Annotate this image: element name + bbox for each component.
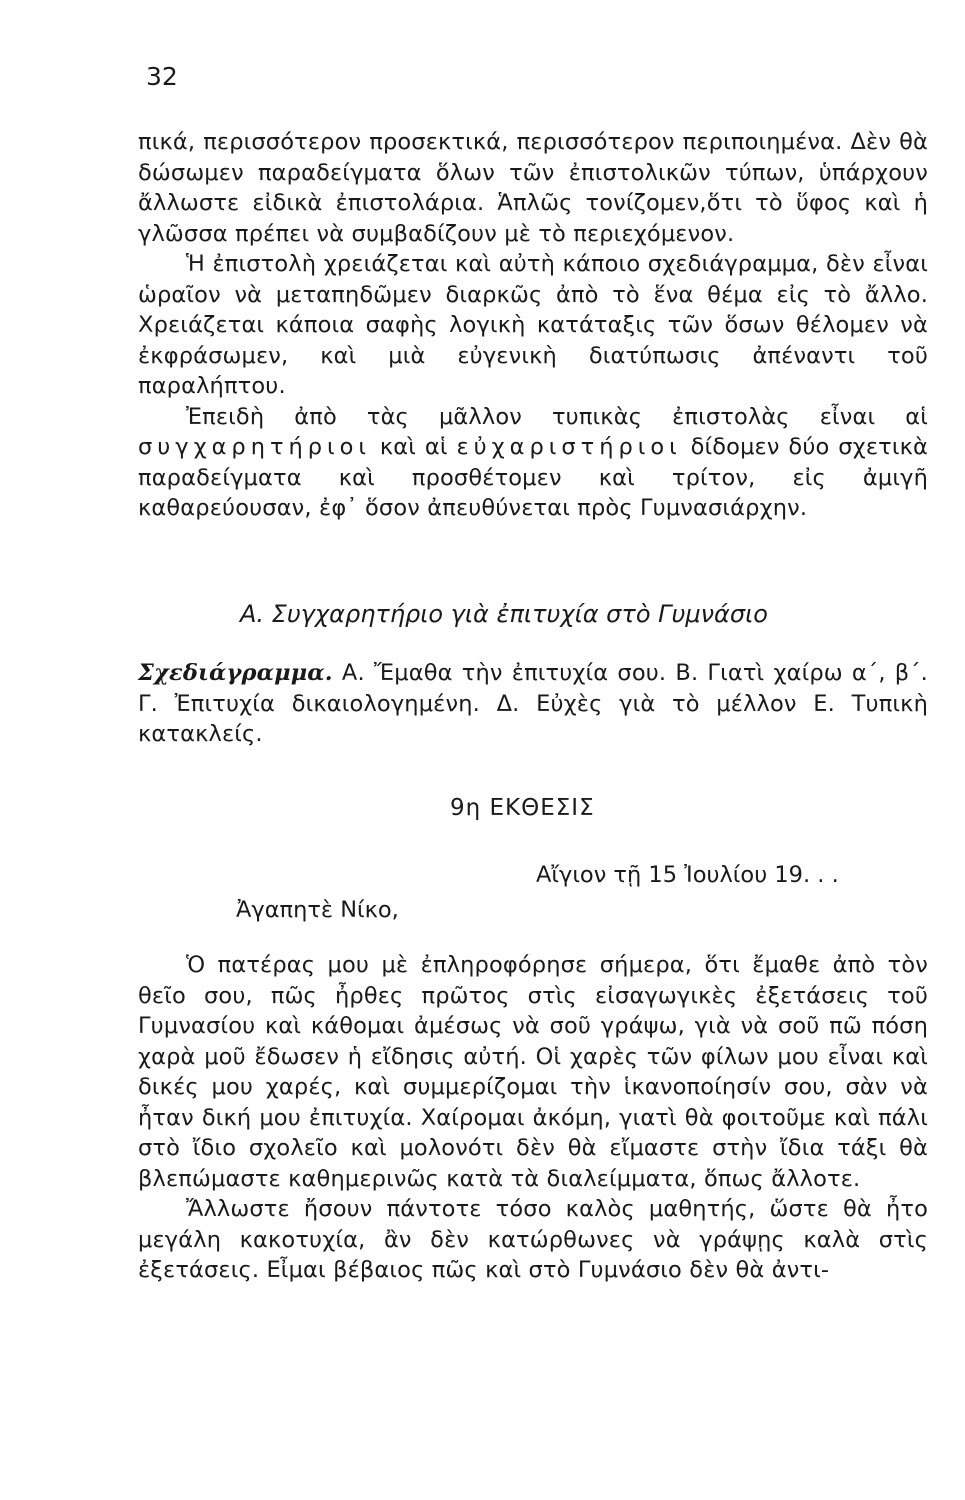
- letter-paragraph-2: Ἄλλωστε ἤσουν πάντοτε τόσο καλὸς μαθητής, ὥστε θὰ ἦτο μεγάλη κακοτυχία, ἂν δὲν κατώρθωνες νὰ γράψῃς καλὰ στὶς ἐξετάσεις. Εἶμαι βέβαιος πῶς καὶ στὸ Γυμνάσιο δὲν θὰ ἀντι-: [138, 1196, 928, 1283]
- intro-section: [138, 127, 928, 524]
- intro-paragraph-2: Ἡ ἐπιστολὴ χρειάζεται καὶ αὐτὴ κάποιο σχεδιάγραμμα, δὲν εἶναι ὡραῖον νὰ μεταπηδῶμεν διαρκῶς ἀπὸ τὸ ἕνα θέμα εἰς τὸ ἄλλο. Χρειάζεται κάποια σαφὴς λογικὴ κατάταξις τῶν ὅσων θέλομεν νὰ ἐκφράσωμεν, καὶ μιὰ εὐγενικὴ διατύπωσις ἀπέναντι τοῦ παραλήπτου.: [138, 251, 928, 399]
- intro-p3-start: Ἐπειδὴ ἀπὸ τὰς μᾶλλον τυπικὰς ἐπιστολὰς εἶναι αἱ: [186, 403, 928, 430]
- outline-label: Σχεδιάγραμμα.: [138, 660, 333, 686]
- page-number: 32: [146, 62, 178, 91]
- letter-paragraph-1: Ὁ πατέρας μου μὲ ἐπληροφόρησε σήμερα, ὅτι ἔμαθε ἀπὸ τὸν θεῖο σου, πῶς ἦρθες πρῶτος στὶς εἰσαγωγικὲς ἐξετάσεις τοῦ Γυμνασίου καὶ κάθομαι ἀμέσως νὰ σοῦ γράψω, γιὰ νὰ σοῦ πῶ πόση χαρὰ μοῦ ἔδωσεν ἡ εἴδησις αὐτή. Οἱ χαρὲς τῶν φίλων μου εἶναι καὶ δικές μου χαρές, καὶ συμμερίζομαι τὴν ἱκανοποίησίν σου, σὰν νὰ ἦταν δική μου ἐπιτυχία. Χαίρομαι ἀκόμη, γιατὶ θὰ φοιτοῦμε καὶ πάλι στὸ ἴδιο σχολεῖο καὶ μολονότι δὲν θὰ εἴμαστε στὴν ἴδια τάξι θὰ βλεπώμαστε καθημερινῶς κατὰ τὰ διαλείμματα, ὅπως ἄλλοτε.: [138, 952, 928, 1192]
- outline-paragraph: [138, 658, 928, 750]
- intro-paragraph-3: [138, 402, 928, 524]
- outline-section: [138, 658, 928, 750]
- essay-title: 9η ΕΚΘΕΣΙΣ: [450, 795, 595, 821]
- intro-p3-end: δίδομεν δύο σχετικὰ παραδείγματα καὶ προσθέτομεν καὶ τρίτον, εἰς ἀμιγῆ καθαρεύουσαν, ἐφ᾽ ὅσον ἀπευθύνεται πρὸς Γυμνασιάρχην.: [138, 434, 928, 521]
- section-a-title: Α. Συγχαρητήριο γιὰ ἐπιτυχία στὸ Γυμνάσιο: [240, 600, 768, 628]
- letter-body: [138, 950, 928, 1286]
- intro-p3-and: καὶ αἱ: [379, 434, 448, 460]
- letter-dateline: Αἴγιον τῇ 15 Ἰουλίου 19. . .: [536, 862, 839, 888]
- term-thankyou: εὐχαριστήριοι: [456, 434, 682, 460]
- letter-salutation: Ἀγαπητὲ Νίκο,: [236, 897, 399, 923]
- term-congratulatory: συγχαρητήριοι: [138, 434, 372, 460]
- intro-paragraph-1: πικά, περισσότερον προσεκτικά, περισσότερον περιποιημένα. Δὲν θὰ δώσωμεν παραδείγματα ὅλων τῶν ἐπιστολικῶν τύπων, ὑπάρχουν ἄλλωστε εἰδικὰ ἐπιστολάρια. Ἁπλῶς τονίζομεν,ὅτι τὸ ὕφος καὶ ἡ γλῶσσα πρέπει νὰ συμβαδίζουν μὲ τὸ περιεχόμενον.: [138, 129, 928, 247]
- outline-text: Α. Ἔμαθα τὴν ἐπιτυχία σου. Β. Γιατὶ χαίρω α΄, β΄. Γ. Ἐπιτυχία δικαιολογημένη. Δ. Εὐχὲς γιὰ τὸ μέλλον Ε. Τυπικὴ κατακλείς.: [138, 660, 928, 747]
